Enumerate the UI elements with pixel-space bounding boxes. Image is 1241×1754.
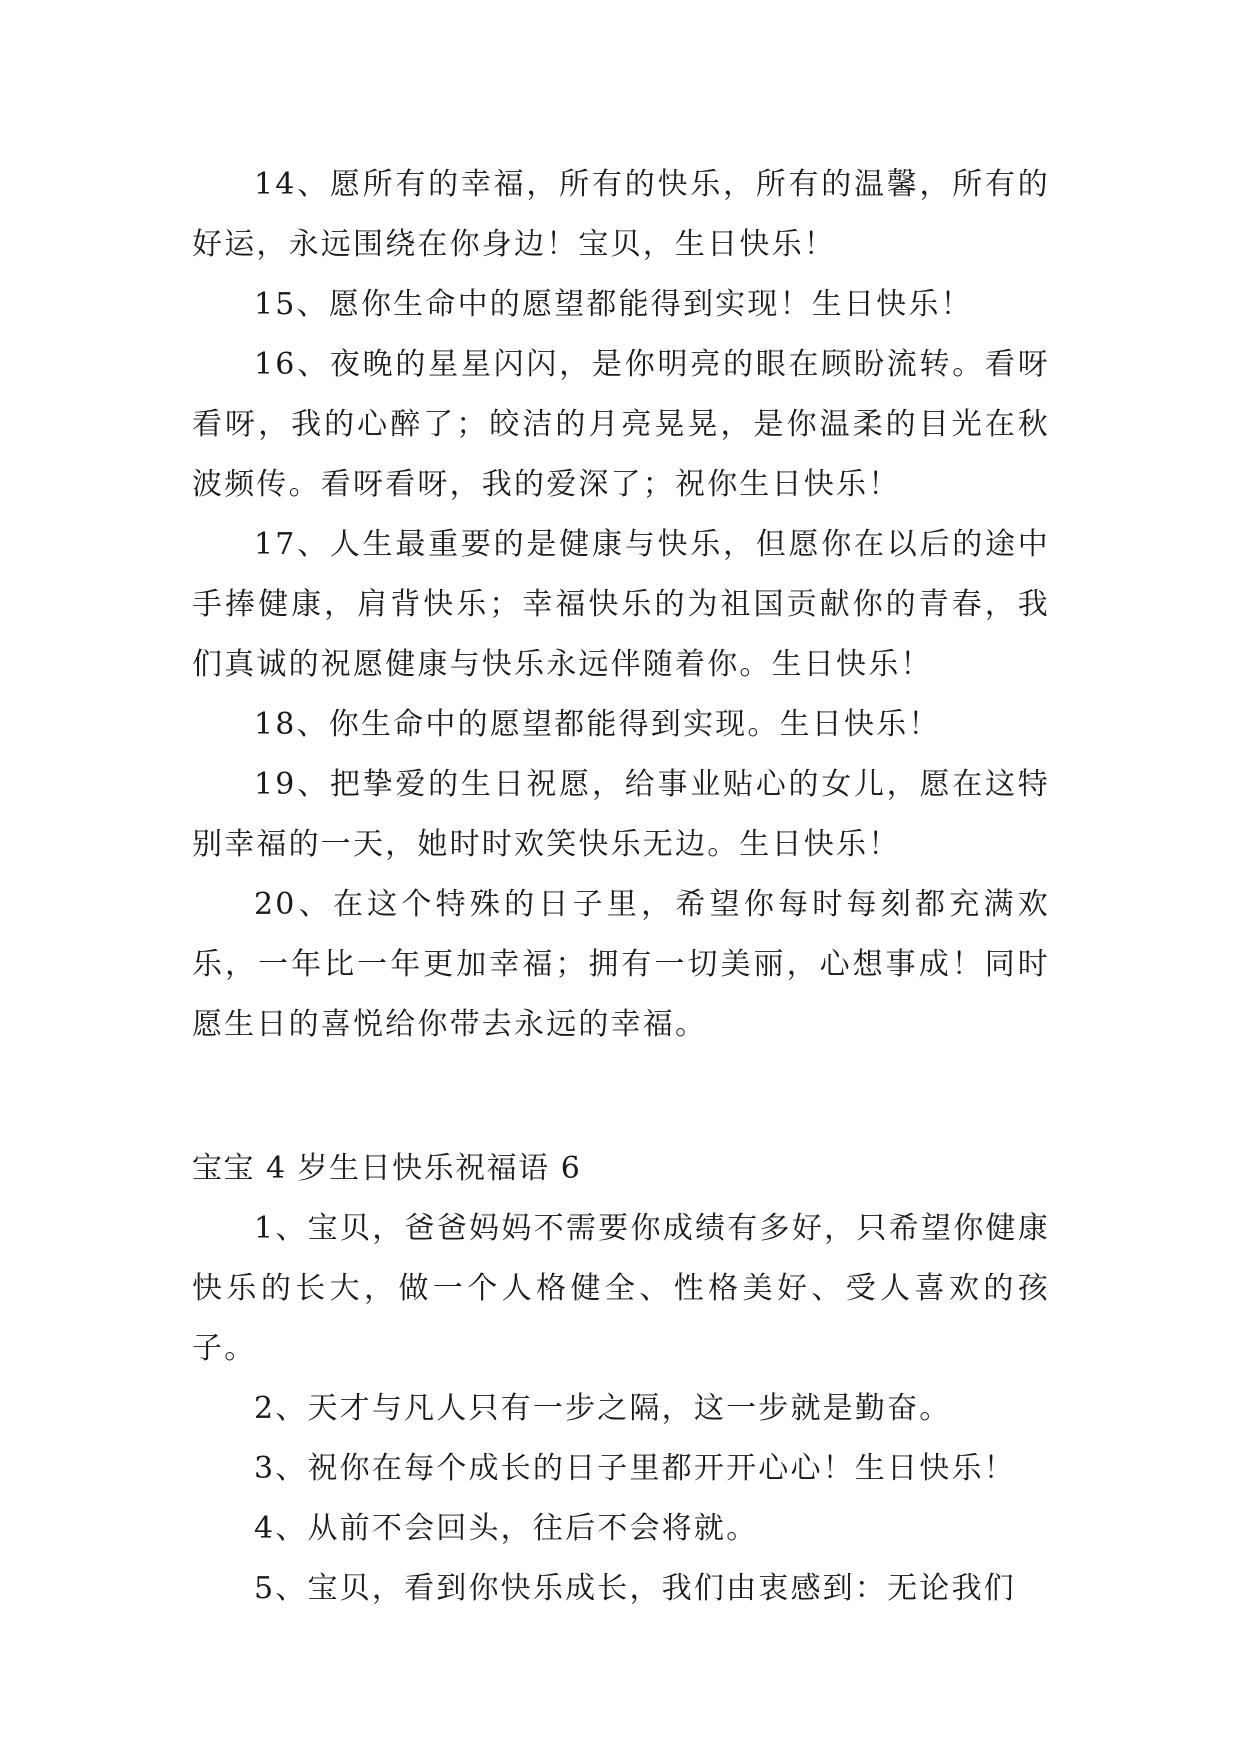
wish-paragraph-3: 3、祝你在每个成长的日子里都开开心心！生日快乐！ <box>254 1451 1016 1486</box>
wish-paragraph-16: 16、夜晚的星星闪闪，是你明亮的眼在顾盼流转。看呀看呀，我的心醉了；皎洁的月亮晃晃，是你温柔的目光在秋波频传。看呀看呀，我的爱深了；祝你生日快乐！ <box>192 347 1050 502</box>
wish-paragraph-20: 20、在这个特殊的日子里，希望你每时每刻都充满欢乐，一年比一年更加幸福；拥有一切美丽，心想事成！同时愿生日的喜悦给你带去永远的幸福。 <box>192 887 1050 1042</box>
wish-paragraph-18: 18、你生命中的愿望都能得到实现。生日快乐！ <box>254 707 941 742</box>
wish-paragraph-15: 15、愿你生命中的愿望都能得到实现！生日快乐！ <box>254 287 973 322</box>
document-page <box>192 155 1050 1619</box>
section-heading: 宝宝 4 岁生日快乐祝福语 6 <box>192 1151 582 1186</box>
wish-paragraph-17: 17、人生最重要的是健康与快乐，但愿你在以后的途中手捧健康，肩背快乐；幸福快乐的为祖国贡献你的青春，我们真诚的祝愿健康与快乐永远伴随着你。生日快乐！ <box>192 527 1050 682</box>
wish-paragraph-5: 5、宝贝，看到你快乐成长，我们由衷感到：无论我们 <box>254 1571 1016 1606</box>
wish-paragraph-1: 1、宝贝，爸爸妈妈不需要你成绩有多好，只希望你健康快乐的长大，做一个人格健全、性格美好、受人喜欢的孩子。 <box>192 1211 1050 1366</box>
wish-paragraph-19: 19、把挚爱的生日祝愿，给事业贴心的女儿，愿在这特别幸福的一天，她时时欢笑快乐无边。生日快乐！ <box>192 767 1050 862</box>
wish-paragraph-14: 14、愿所有的幸福，所有的快乐，所有的温馨，所有的好运，永远围绕在你身边！宝贝，生日快乐！ <box>192 167 1050 262</box>
wish-paragraph-4: 4、从前不会回头，往后不会将就。 <box>254 1511 759 1546</box>
wishes-section-6 <box>192 1199 1050 1619</box>
wishes-section-continued <box>192 155 1050 1055</box>
wish-paragraph-2: 2、天才与凡人只有一步之隔，这一步就是勤奋。 <box>254 1391 952 1426</box>
